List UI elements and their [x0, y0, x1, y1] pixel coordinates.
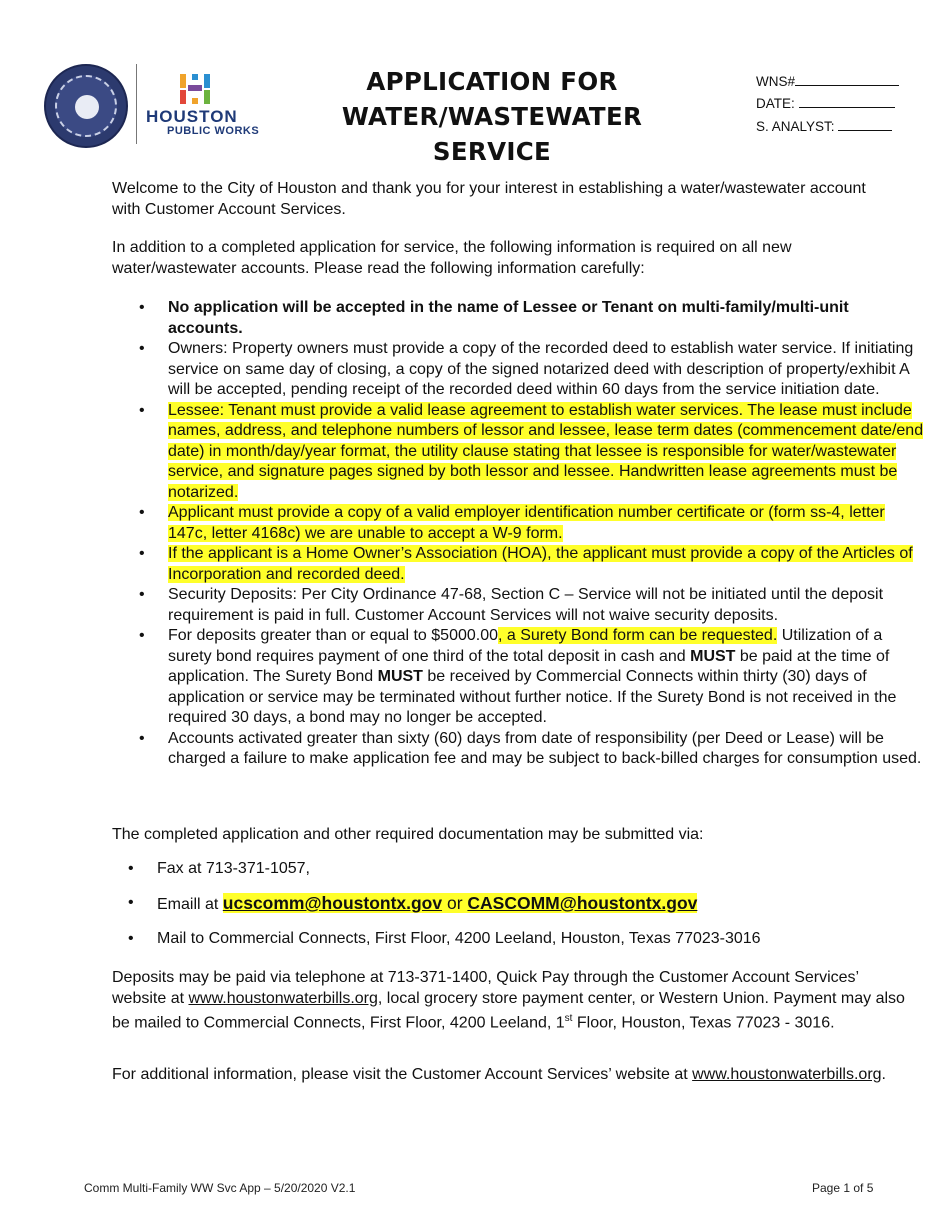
submit-methods-list [112, 859, 892, 880]
list-item: • Fax at 713-371-1057, [128, 860, 310, 877]
deposits-paragraph [112, 968, 917, 1034]
footer-page-number: Page 1 of 5 [812, 1181, 874, 1195]
deposits-text: Deposits may be paid via telephone at 713-371-1400, Quick Pay through the Customer Account Services’ website at [112, 969, 859, 1007]
list-item: • For deposits greater than or equal to $5000.00, a Surety Bond form can be requested. Utilization of a surety bond requires payment of one third of the total deposit in cash and MUST be paid at the time of application. The Surety Bond MUST be received by Commercial Connects within thirty (30) days of application or service may be terminated without further notice. If the Surety Bond is not received in the required 30 days, a bond may no longer be accepted. [139, 627, 897, 726]
bullet-text-highlighted: If the applicant is a Home Owner’s Association (HOA), the applicant must provide a copy of the Articles of Incorporation and recorded deed. [168, 545, 913, 583]
surety-text: be received by Commercial Connects within thirty (30) days of application or service may be terminated without further notice. If the Surety Bond is not received in the required 30 days, a bond may no longer be accepted. [168, 668, 897, 726]
wns-field[interactable] [756, 74, 899, 89]
footer-doc-id: Comm Multi-Family WW Svc App – 5/20/2020 V2.1 [84, 1181, 356, 1195]
wns-label: WNS# [756, 74, 796, 89]
intro-paragraph-2: In addition to a completed application for service, the following information is required on all new water/wastewater accounts. Please read the following information carefully: [112, 239, 792, 277]
ordinal-suffix: st [564, 1013, 573, 1024]
submit-lead: The completed application and other required documentation may be submitted via: [112, 826, 704, 843]
list-item: • Accounts activated greater than sixty (60) days from date of responsibility (per Deed or Lease) will be charged a failure to make application fee and may be subject to back-billed charges for consumption used. [139, 729, 922, 767]
list-item: • Emaill at ucscomm@houstontx.gov or CASCOMM@houstontx.gov [128, 893, 698, 913]
analyst-blank[interactable] [838, 119, 892, 131]
email-or: or [442, 893, 468, 913]
list-item: • Applicant must provide a copy of a valid employer identification number certificate or (form ss-4, letter 147c, letter 4168c) we are unable to accept a W-9 form. [139, 504, 885, 542]
submit-methods-list [112, 929, 892, 950]
email-link-cascomm[interactable]: CASCOMM@houstontx.gov [467, 893, 698, 913]
list-item: • Owners: Property owners must provide a copy of the recorded deed to establish water service. If initiating service on same day of closing, a copy of the signed notarized deed with description of property/exhibit A will be accepted, pending receipt of the recorded deed within 60 days from the service initiation date. [139, 340, 914, 398]
wns-blank[interactable] [795, 74, 899, 86]
bullet-text-highlighted: Lessee: Tenant must provide a valid lease agreement to establish water services. The lease must include names, address, and telephone numbers of lessor and lessee, lease term dates (commencement date/end date) in month/day/year format, the utility clause stating that lessee is responsible for water/wastewater service, and signature pages signed by both lessor and lessee. Handwritten lease agreements must be notarized. [168, 401, 924, 501]
bullet-text: Accounts activated greater than sixty (60) days from date of responsibility (per Deed or Lease) will be charged a failure to make application fee and may be subject to back-billed charges for consumption used. [168, 729, 922, 767]
list-item: • Security Deposits: Per City Ordinance 47-68, Section C – Service will not be initiated until the deposit requirement is paid in full. Customer Account Services will not waive security deposits. [139, 586, 884, 624]
logo-text-houston: HOUSTON [146, 107, 238, 126]
deposits-text: , local grocery store payment center, or Western Union. Payment may also be mailed to Commercial Connects, First Floor, 4200 Leeland, 1 [112, 989, 905, 1032]
intro-paragraph-1: Welcome to the City of Houston and thank you for your interest in establishing a water/wastewater account with Customer Account Services. [112, 180, 866, 218]
must-emphasis: MUST [690, 647, 736, 665]
additional-text: For additional information, please visit the Customer Account Services’ website at [112, 1066, 693, 1083]
date-field[interactable] [756, 96, 895, 111]
analyst-label: S. ANALYST: [756, 119, 839, 134]
page-title [300, 64, 684, 169]
list-item: • Lessee: Tenant must provide a valid lease agreement to establish water services. The lease must include names, address, and telephone numbers of lessor and lessee, lease term dates (commencement date/end date) in month/day/year format, the utility clause stating that lessee is responsible for water/wastewater service, and signature pages signed by both lessor and lessee. Handwritten lease agreements must be notarized. [139, 401, 924, 501]
surety-text: Utilization of a surety bond requires payment of one third of the total deposit in cash and [168, 627, 883, 665]
deposits-text: Floor, Houston, Texas 77023 - 3016. [572, 1014, 835, 1032]
email-link-ucscomm[interactable]: ucscomm@houstontx.gov [222, 893, 443, 913]
website-link[interactable]: www.houstonwaterbills.org [188, 989, 378, 1007]
houston-public-works-logo-icon [178, 72, 212, 106]
analyst-field[interactable] [756, 119, 892, 134]
additional-text: . [881, 1066, 886, 1083]
surety-text: For deposits greater than or equal to $5000.00 [168, 627, 498, 644]
bullet-text-highlighted: Applicant must provide a copy of a valid employer identification number certificate or (form ss-4, letter 147c, letter 4168c) we are unable to accept a W-9 form. [168, 504, 885, 542]
fax-text: Fax at 713-371-1057, [157, 860, 310, 877]
bullet-text: Security Deposits: Per City Ordinance 47-68, Section C – Service will not be initiated until the deposit requirement is paid in full. Customer Account Services will not waive security deposits. [168, 586, 884, 624]
list-item: • Mail to Commercial Connects, First Floor, 4200 Leeland, Houston, Texas 77023-3016 [128, 930, 761, 947]
logo-divider [136, 64, 137, 144]
list-item: • If the applicant is a Home Owner’s Association (HOA), the applicant must provide a copy of the Articles of Incorporation and recorded deed. [139, 545, 913, 583]
date-blank[interactable] [799, 96, 895, 108]
date-label: DATE: [756, 96, 799, 111]
title-line: SERVICE [432, 137, 552, 166]
must-emphasis: MUST [377, 668, 423, 685]
title-line: APPLICATION FOR [366, 67, 618, 96]
submit-methods-list [112, 893, 892, 916]
surety-highlight: , a Surety Bond form can be requested. [498, 627, 778, 644]
email-prefix: Emaill at [157, 896, 223, 913]
logo-text-public-works: PUBLIC WORKS [167, 125, 260, 137]
title-line: WATER/WASTEWATER [341, 102, 643, 131]
list-item: • No application will be accepted in the name of Lessee or Tenant on multi-family/multi-unit accounts. [139, 299, 849, 337]
requirements-list [112, 298, 924, 770]
surety-text: be paid at the time of application. The Surety Bond [168, 647, 890, 685]
bullet-text: Owners: Property owners must provide a copy of the recorded deed to establish water service. If initiating service on same day of closing, a copy of the signed notarized deed with description of property/exhibit A will be accepted, pending receipt of the recorded deed within 60 days from the service initiation date. [168, 340, 914, 398]
city-seal-logo [44, 64, 128, 148]
additional-info-paragraph [112, 1065, 892, 1086]
mail-text: Mail to Commercial Connects, First Floor, 4200 Leeland, Houston, Texas 77023-3016 [157, 930, 761, 947]
website-link[interactable]: www.houstonwaterbills.org [692, 1066, 882, 1083]
bullet-text: No application will be accepted in the name of Lessee or Tenant on multi-family/multi-unit accounts. [168, 299, 849, 337]
